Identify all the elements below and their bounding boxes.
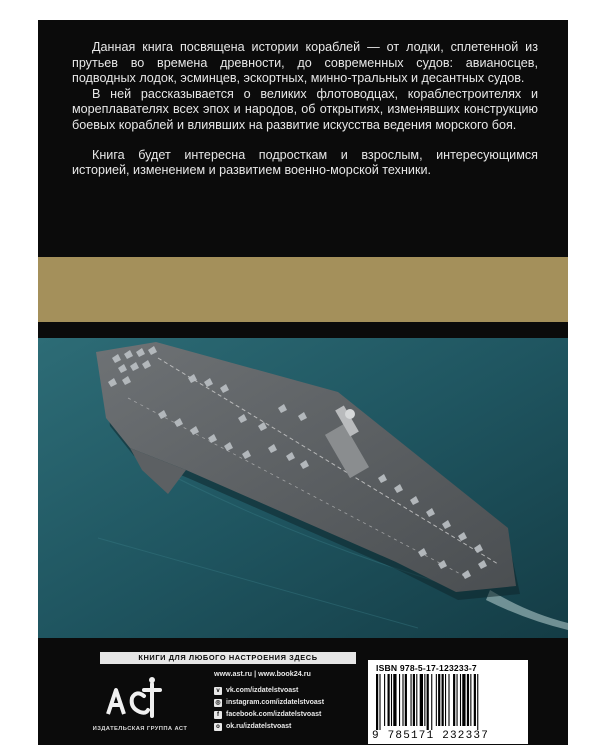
- barcode-bar: [438, 674, 440, 726]
- logo-caption: ИЗДАТЕЛЬСКАЯ ГРУППА АСТ: [92, 726, 188, 732]
- social-link-text: facebook.com/izdatelstvoast: [226, 711, 322, 718]
- barcode-bar: [467, 674, 469, 726]
- website-links: www.ast.ru | www.book24.ru: [214, 669, 311, 678]
- barcode-bar: [462, 674, 465, 726]
- barcode-bar: [376, 674, 378, 730]
- barcode-bar: [391, 674, 392, 726]
- social-link-text: ok.ru/izdatelstvoast: [226, 723, 292, 730]
- barcode-bar: [470, 674, 471, 726]
- blurb-paragraph-3: Книга будет интересна подросткам и взрослым, интересующимся историей, изменением и развитием военно-морской техники.: [72, 147, 538, 178]
- social-link-text: instagram.com/izdatelstvoast: [226, 699, 325, 706]
- barcode-bar: [431, 674, 432, 730]
- barcode-bar: [411, 674, 412, 726]
- odnoklassniki-icon: o: [214, 723, 222, 731]
- barcode-bar: [477, 674, 478, 730]
- barcode-bar: [402, 674, 403, 726]
- barcode-bars: [374, 674, 522, 730]
- gold-band: [38, 257, 568, 322]
- barcode-bar: [384, 674, 385, 726]
- instagram-icon: ◎: [215, 699, 221, 706]
- facebook-icon: f: [214, 711, 222, 719]
- slogan-bar: КНИГИ ДЛЯ ЛЮБОГО НАСТРОЕНИЯ ЗДЕСЬ: [100, 652, 356, 664]
- barcode-bar: [474, 674, 476, 726]
- barcode-digits: 9 785171 232337: [372, 730, 490, 742]
- barcode-bar: [379, 674, 380, 730]
- barcode-bar: [453, 674, 455, 726]
- barcode-bar: [448, 674, 449, 726]
- blurb-paragraph-2: В ней рассказывается о великих флотоводцах, кораблестроителях и мореплавателях всех эпох и народов, об открытиях, изменявших конструкцию боевых кораблей и влиявших на развитие искусства ведения морского боя.: [72, 86, 538, 132]
- barcode-bar: [442, 674, 444, 726]
- barcode-bar: [460, 674, 461, 726]
- barcode-bar: [405, 674, 407, 726]
- social-row-odnoklassniki: [214, 721, 324, 732]
- vk-icon: v: [214, 687, 222, 695]
- blurb-text: [72, 40, 538, 193]
- social-links: [214, 685, 324, 733]
- isbn-label: ISBN 978-5-17-123233-7: [376, 663, 477, 673]
- blurb-paragraph-1: Данная книга посвящена истории кораблей — от лодки, сплетенной из прутьев во времена древности, до современных судов: авианосцев, подводных лодок, эсминцев, эскортных, минно-тральных и десантных судов.: [72, 40, 538, 86]
- barcode-bar: [436, 674, 437, 726]
- barcode-bar: [424, 674, 425, 726]
- book-back-cover: [38, 20, 568, 745]
- barcode-bar: [393, 674, 396, 726]
- barcode-bar: [416, 674, 417, 726]
- social-row-instagram: [214, 697, 324, 708]
- social-link-text: vk.com/izdatelstvoast: [226, 687, 299, 694]
- barcode-bar: [399, 674, 400, 726]
- isbn-barcode: [368, 660, 528, 744]
- barcode-bar: [420, 674, 423, 726]
- social-row-facebook: [214, 709, 324, 720]
- barcode-bar: [457, 674, 458, 726]
- social-row-vk: [214, 685, 324, 696]
- barcode-bar: [413, 674, 415, 726]
- ast-logo: [100, 674, 168, 734]
- barcode-bar: [427, 674, 429, 730]
- barcode-bar: [388, 674, 390, 726]
- barcode-bar: [445, 674, 446, 726]
- aircraft-carrier-photo: [38, 338, 568, 638]
- footer: [38, 652, 568, 745]
